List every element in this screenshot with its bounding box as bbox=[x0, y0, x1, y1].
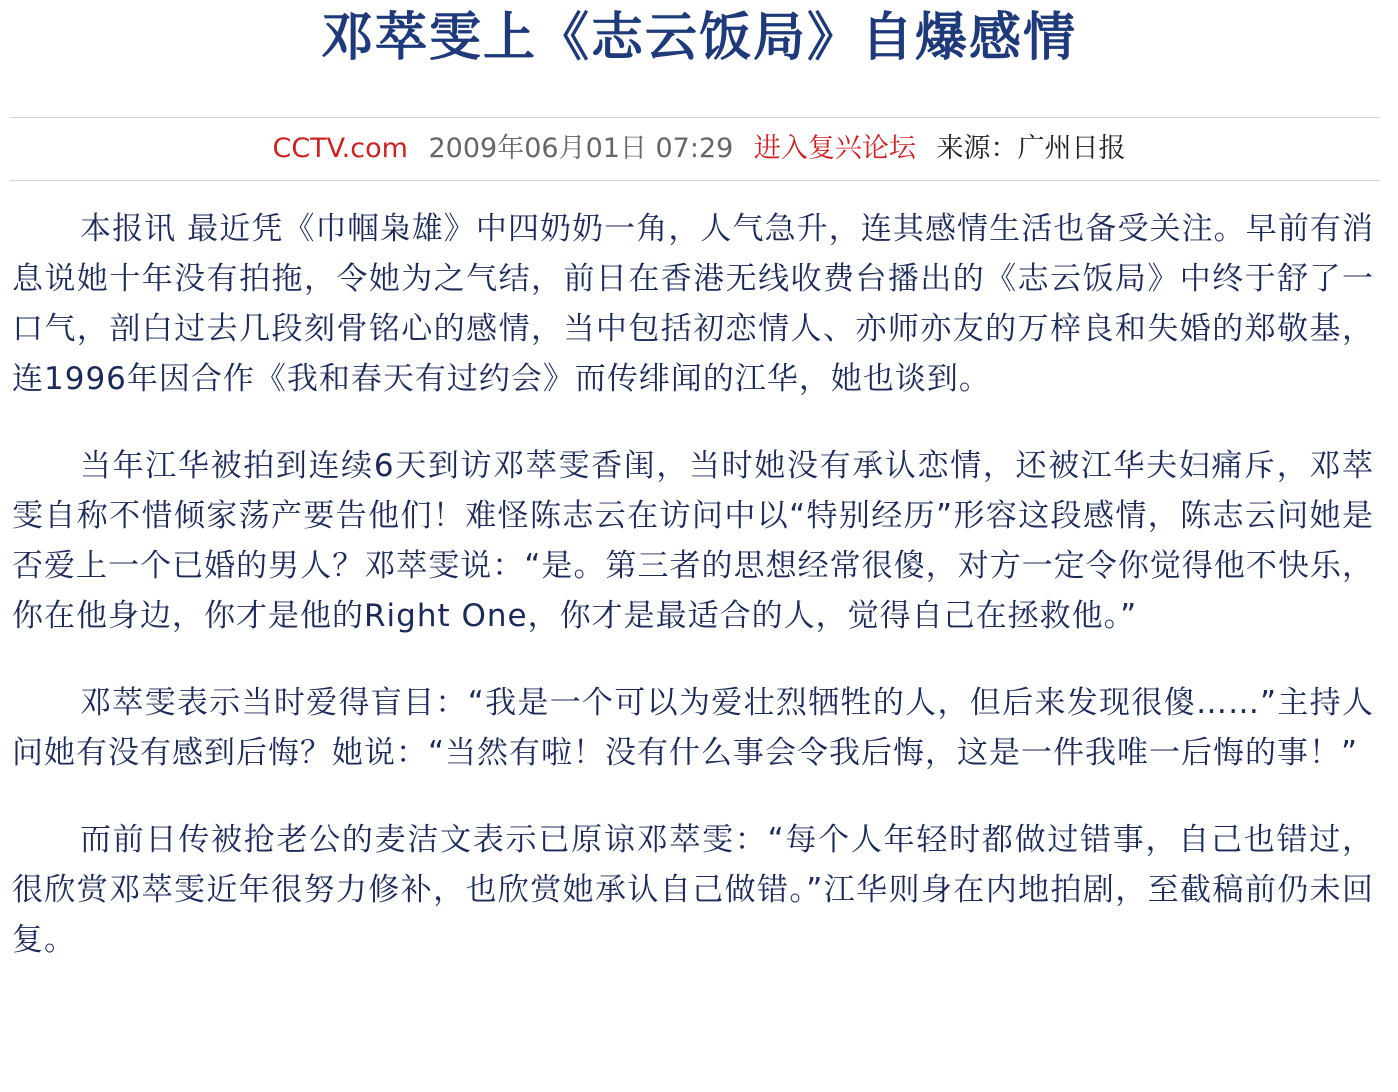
article-paragraph: 当年江华被拍到连续6天到访邓萃雯香闺，当时她没有承认恋情，还被江华夫妇痛斥，邓萃雯自称不惜倾家荡产要告他们！难怪陈志云在访问中以“特别经历”形容这段感情，陈志云问她是否爱上一个已婚的男人？邓萃雯说：“是。第三者的思想经常很傻，对方一定令你觉得他不快乐，你在他身边，你才是他的Right One，你才是最适合的人，觉得自己在拯救他。” bbox=[12, 448, 1374, 634]
article-paragraph: 而前日传被抢老公的麦洁文表示已原谅邓萃雯：“每个人年轻时都做过错事，自己也错过，很欣赏邓萃雯近年很努力修补，也欣赏她承认自己做错。”江华则身在内地拍剧，至截稿前仍未回复。 bbox=[12, 822, 1374, 958]
article-meta-bar bbox=[0, 128, 1398, 170]
divider-top bbox=[10, 117, 1380, 118]
article-paragraph: 邓萃雯表示当时爱得盲目：“我是一个可以为爱壮烈牺牲的人，但后来发现很傻……”主持人问她有没有感到后悔？她说：“当然有啦！没有什么事会令我后悔，这是一件我唯一后悔的事！” bbox=[12, 685, 1374, 771]
article-title: 邓萃雯上《志云饭局》自爆感情 bbox=[320, 7, 1077, 68]
article-source: 来源：广州日报 bbox=[936, 133, 1126, 164]
publish-datetime: 2009年06月01日 07:29 bbox=[428, 133, 734, 164]
forum-link[interactable]: 进入复兴论坛 bbox=[753, 133, 916, 164]
site-link[interactable]: CCTV.com bbox=[272, 133, 408, 164]
article-body bbox=[12, 204, 1374, 1002]
divider-bottom bbox=[10, 180, 1380, 181]
article-paragraph: 本报讯 最近凭《巾帼枭雄》中四奶奶一角，人气急升，连其感情生活也备受关注。早前有消息说她十年没有拍拖，令她为之气结，前日在香港无线收费台播出的《志云饭局》中终于舒了一口气，剖白过去几段刻骨铭心的感情，当中包括初恋情人、亦师亦友的万梓良和失婚的郑敬基，连1996年因合作《我和春天有过约会》而传绯闻的江华，她也谈到。 bbox=[12, 211, 1374, 397]
